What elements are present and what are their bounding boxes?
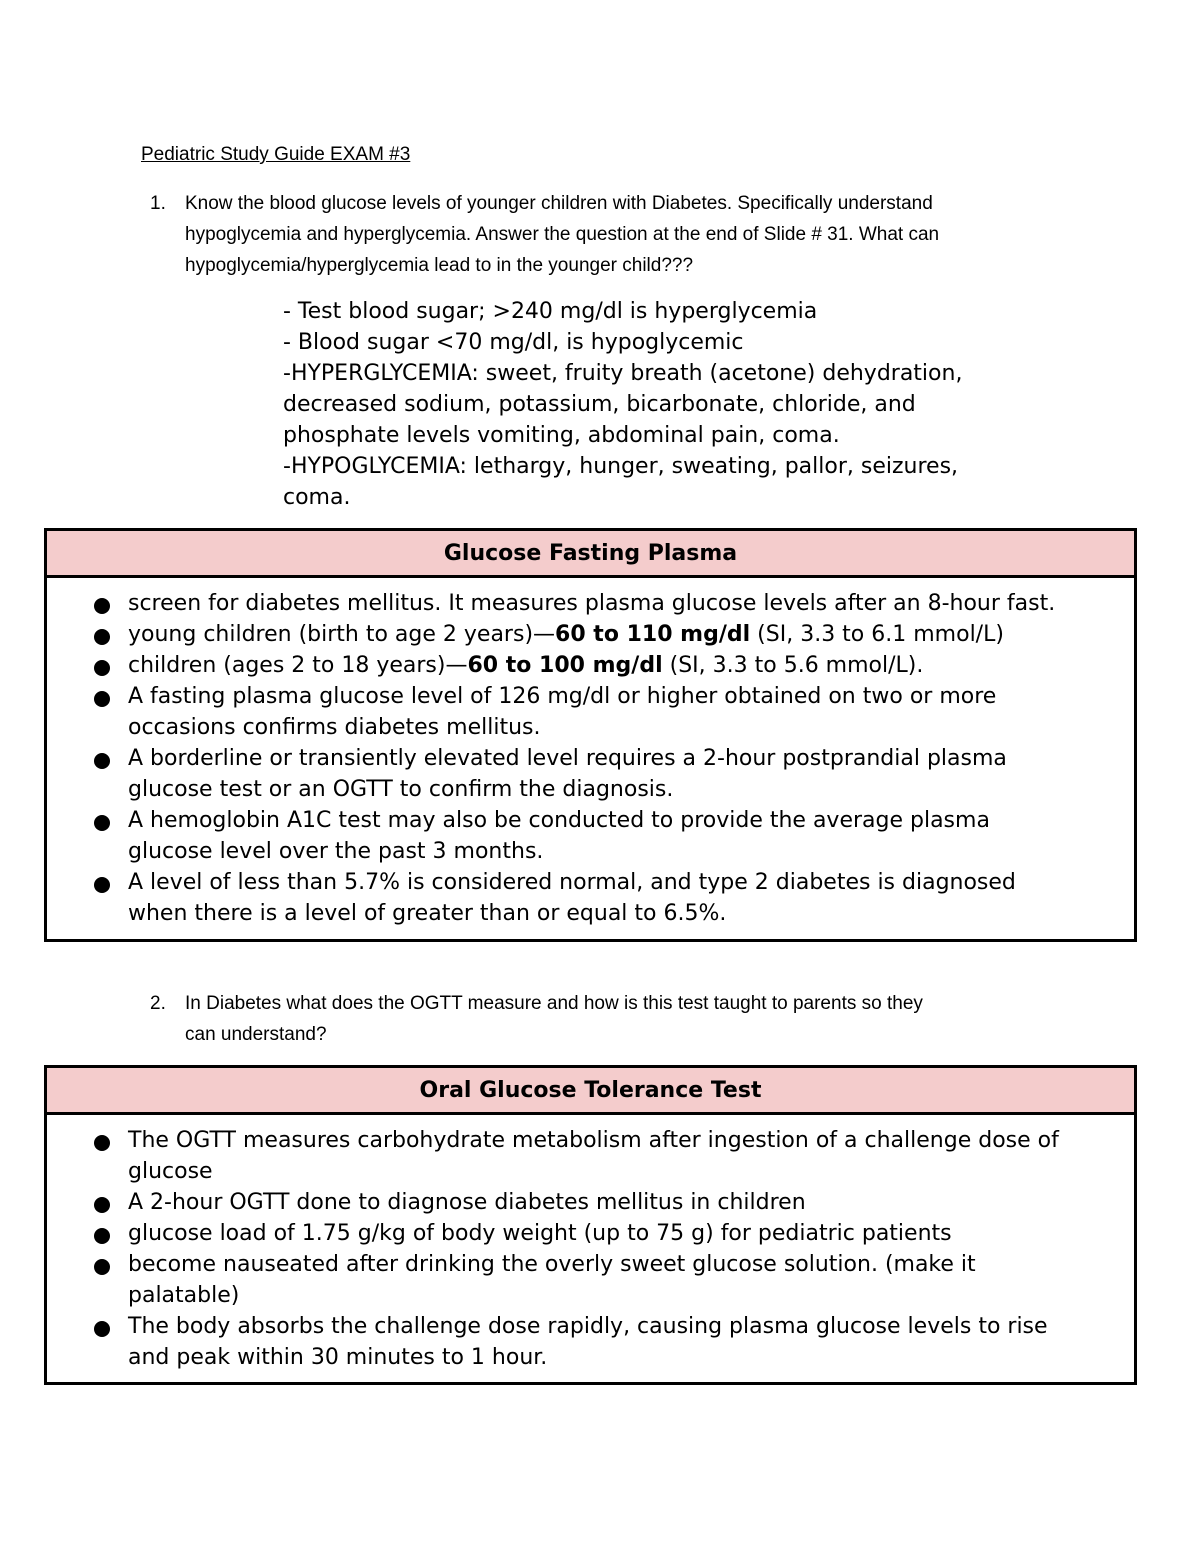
question-line: In Diabetes what does the OGTT measure and how is this test taught to parents so they [185, 993, 923, 1014]
item-text: A hemoglobin A1C test may also be conducted to provide the average plasma [128, 808, 990, 833]
item-text: glucose [128, 1159, 213, 1184]
answer-line: phosphate levels vomiting, abdominal pain, coma. [283, 423, 840, 448]
list-item [47, 1249, 1134, 1311]
item-text: (SI, 3.3 to 5.6 mmol/L). [662, 653, 924, 678]
list-item [47, 805, 1134, 867]
answer-line: -HYPOGLYCEMIA: lethargy, hunger, sweating, pallor, seizures, [283, 454, 959, 479]
bullet-list [47, 1115, 1134, 1379]
box-heading: Oral Glucose Tolerance Test [47, 1068, 1134, 1115]
list-item [47, 743, 1134, 805]
list-item [47, 1218, 1134, 1249]
item-text: A borderline or transiently elevated level requires a 2-hour postprandial plasma [128, 746, 1007, 771]
answer-line: coma. [283, 485, 351, 510]
bullet-icon [94, 660, 110, 676]
bullet-icon [94, 1228, 110, 1244]
oral-glucose-tolerance-test-box [44, 1065, 1137, 1385]
list-item [47, 619, 1134, 650]
glucose-fasting-plasma-box [44, 528, 1137, 942]
question-number: 2. [150, 993, 166, 1014]
bullet-icon [94, 629, 110, 645]
list-item [47, 681, 1134, 743]
item-text: glucose load of 1.75 g/kg of body weight (up to 75 g) for pediatric patients [128, 1221, 952, 1246]
question-line: can understand? [185, 1024, 327, 1045]
bullet-icon [94, 691, 110, 707]
bullet-list [47, 578, 1134, 935]
item-text: when there is a level of greater than or equal to 6.5%. [128, 901, 727, 926]
list-item [47, 588, 1134, 619]
item-text: A fasting plasma glucose level of 126 mg/dl or higher obtained on two or more [128, 684, 997, 709]
item-text: and peak within 30 minutes to 1 hour. [128, 1345, 548, 1370]
question-number: 1. [150, 193, 166, 214]
answer-line: - Blood sugar <70 mg/dl, is hypoglycemic [283, 330, 744, 355]
item-text: screen for diabetes mellitus. It measures plasma glucose levels after an 8-hour fast. [128, 591, 1056, 616]
answer-line: decreased sodium, potassium, bicarbonate, chloride, and [283, 392, 916, 417]
list-item [47, 867, 1134, 929]
item-text: A 2-hour OGTT done to diagnose diabetes mellitus in children [128, 1190, 806, 1215]
item-bold-value: 60 to 100 mg/dl [467, 653, 663, 678]
bullet-icon [94, 877, 110, 893]
bullet-icon [94, 753, 110, 769]
item-text: (SI, 3.3 to 6.1 mmol/L) [750, 622, 1004, 647]
item-text: A level of less than 5.7% is considered normal, and type 2 diabetes is diagnosed [128, 870, 1016, 895]
item-text: young children (birth to age 2 years)— [128, 622, 556, 647]
item-text: The OGTT measures carbohydrate metabolism after ingestion of a challenge dose of [128, 1128, 1059, 1153]
list-item [47, 650, 1134, 681]
list-item [47, 1187, 1134, 1218]
answer-line: - Test blood sugar; >240 mg/dl is hyperglycemia [283, 299, 818, 324]
item-text: children (ages 2 to 18 years)— [128, 653, 468, 678]
list-item [47, 1125, 1134, 1187]
item-text: glucose level over the past 3 months. [128, 839, 544, 864]
question-2 [150, 988, 923, 1050]
item-text: occasions confirms diabetes mellitus. [128, 715, 541, 740]
answer-1 [283, 296, 962, 513]
bullet-icon [94, 1259, 110, 1275]
bullet-icon [94, 598, 110, 614]
bullet-icon [94, 815, 110, 831]
list-item [47, 1311, 1134, 1373]
item-text: palatable) [128, 1283, 240, 1308]
bullet-icon [94, 1197, 110, 1213]
question-line: hypoglycemia/hyperglycemia lead to in the younger child??? [185, 255, 694, 276]
item-text: become nauseated after drinking the overly sweet glucose solution. (make it [128, 1252, 976, 1277]
item-text: glucose test or an OGTT to confirm the diagnosis. [128, 777, 674, 802]
page-title: Pediatric Study Guide EXAM #3 [141, 144, 411, 165]
question-line: Know the blood glucose levels of younger children with Diabetes. Specifically understand [185, 193, 933, 214]
question-line: hypoglycemia and hyperglycemia. Answer the question at the end of Slide # 31. What can [185, 224, 940, 245]
item-bold-value: 60 to 110 mg/dl [555, 622, 751, 647]
box-heading: Glucose Fasting Plasma [47, 531, 1134, 578]
question-1 [150, 188, 939, 281]
item-text: The body absorbs the challenge dose rapidly, causing plasma glucose levels to rise [128, 1314, 1048, 1339]
bullet-icon [94, 1135, 110, 1151]
answer-line: -HYPERGLYCEMIA: sweet, fruity breath (acetone) dehydration, [283, 361, 963, 386]
bullet-icon [94, 1321, 110, 1337]
